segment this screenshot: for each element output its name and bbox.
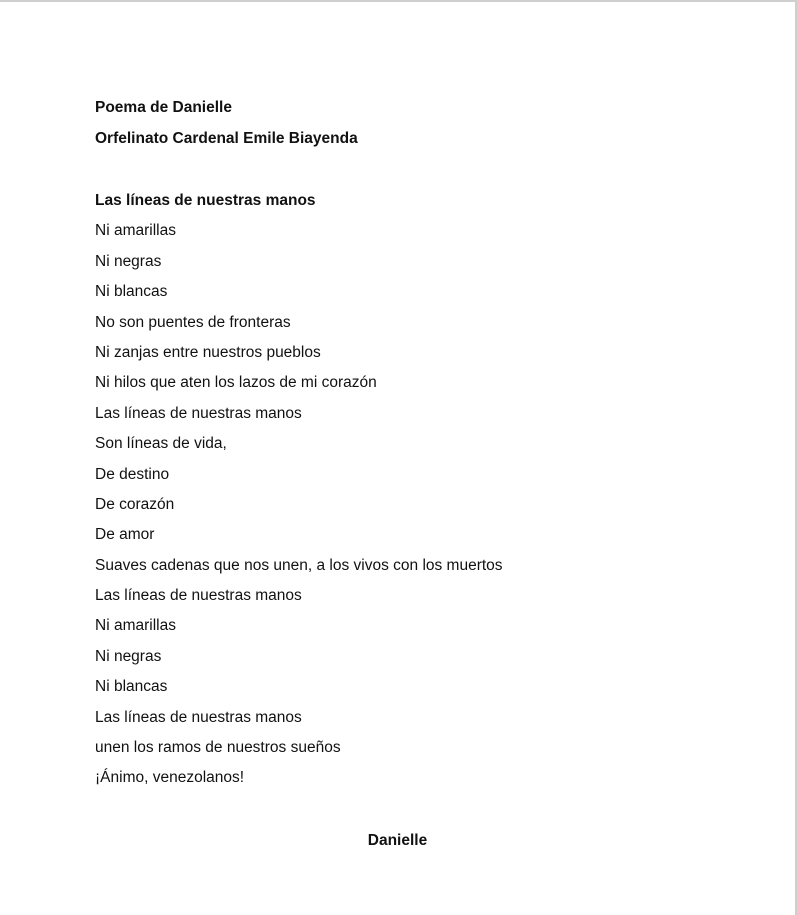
poem-line: Suaves cadenas que nos unen, a los vivos con los muertos (95, 556, 503, 574)
document-heading-institution: Orfelinato Cardenal Emile Biayenda (95, 130, 358, 147)
document-heading-author: Poema de Danielle (95, 99, 232, 116)
poem-line: No son puentes de fronteras (95, 313, 291, 331)
poem-line: Ni amarillas (95, 222, 176, 240)
poem-line: Ni blancas (95, 283, 168, 301)
poem-line: unen los ramos de nuestros sueños (95, 739, 341, 757)
document-content (95, 98, 735, 788)
poem-line: Ni blancas (95, 678, 168, 696)
poem-title: Las líneas de nuestras manos (95, 192, 316, 209)
poem-line: Las líneas de nuestras manos (95, 708, 302, 726)
poem-line: Las líneas de nuestras manos (95, 587, 302, 605)
poem-line: De destino (95, 465, 170, 483)
poem-line: ¡Ánimo, venezolanos! (95, 769, 245, 787)
poem-line: Ni hilos que aten los lazos de mi corazón (95, 374, 377, 392)
poem-line: Son líneas de vida, (95, 435, 227, 453)
poem-line: Ni amarillas (95, 617, 176, 635)
poem-lines (95, 221, 735, 788)
poem-line: Ni zanjas entre nuestros pueblos (95, 343, 321, 361)
poem-line: Ni negras (95, 647, 162, 665)
signature: Danielle (367, 832, 428, 849)
poem-line: Ni negras (95, 252, 162, 270)
poem-line: De amor (95, 526, 155, 544)
poem-line: Las líneas de nuestras manos (95, 404, 302, 422)
poem-line: De corazón (95, 495, 175, 513)
